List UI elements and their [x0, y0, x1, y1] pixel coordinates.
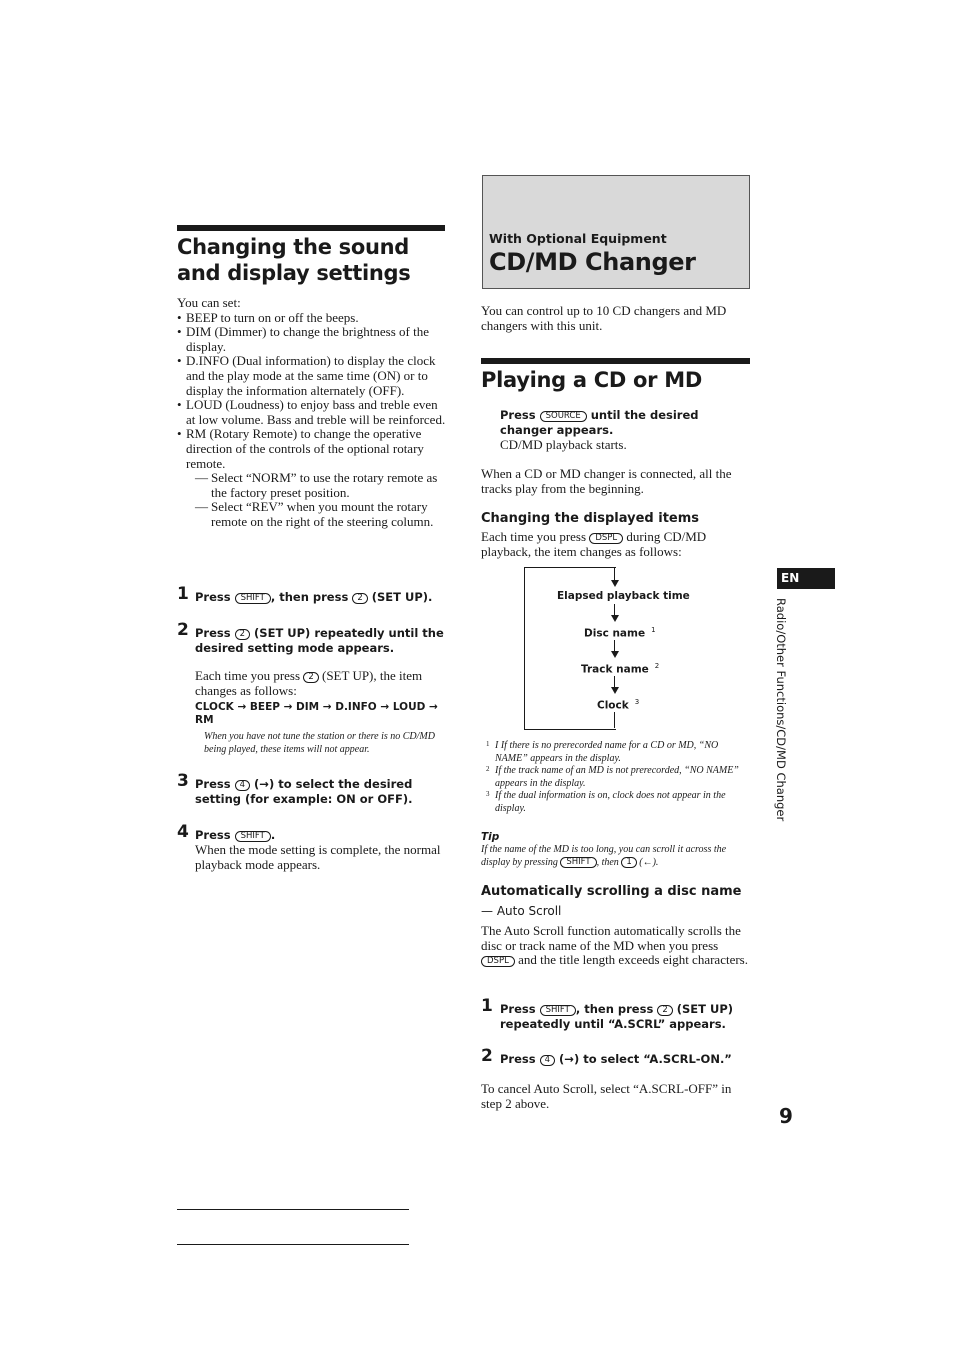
- list-item: • D.INFO (Dual information) to display the clock and the play mode at the same time (ON) or to display the information alternately (OFF).: [177, 354, 447, 398]
- section-rule: [481, 358, 750, 364]
- play-step-text: Press SOURCE until the desired changer appears.: [500, 408, 699, 437]
- number-2-key: 2: [235, 629, 250, 640]
- shift-key: SHIFT: [560, 857, 596, 868]
- subsection-heading: Changing the displayed items: [481, 511, 700, 526]
- cancel-note: To cancel Auto Scroll, select “A.SCRL-OFF” in step 2 above.: [481, 1081, 732, 1111]
- number-4-key: 4: [235, 780, 250, 791]
- list-item: • LOUD (Loudness) to enjoy bass and treble even at low volume. Bass and treble will be reinforced.: [177, 398, 447, 427]
- footnote: 2 If the track name of an MD is not prerecorded, “NO NAME” appears in the display.: [486, 765, 739, 789]
- changing-text: Each time you press DSPL during CD/MD playback, the item changes as follows:: [481, 529, 707, 559]
- number-2-key: 2: [657, 1005, 672, 1016]
- number-1-key: 1: [621, 857, 636, 868]
- list-item: • RM (Rotary Remote) to change the operative direction of the controls of the optional rotary remote.: [177, 427, 447, 471]
- diagram-item: Disc name $^1$: [584, 626, 656, 640]
- source-key: SOURCE: [540, 411, 587, 422]
- shift-key: SHIFT: [540, 1005, 576, 1016]
- diagram-item: Clock $^3$: [597, 698, 640, 712]
- chapter-subtitle: With Optional Equipment: [489, 231, 667, 246]
- number-2-key: 2: [352, 593, 367, 604]
- step-number: 2: [481, 1046, 493, 1066]
- step-number: 1: [481, 996, 493, 1016]
- setting-sequence: CLOCK → BEEP → DIM → D.INFO → LOUD → RM: [195, 701, 438, 726]
- chapter-intro: You can control up to 10 CD changers and MD changers with this unit.: [481, 303, 727, 333]
- rm-sub-item: — Select “REV” when you mount the rotary remote on the right of the steering column.: [195, 500, 447, 529]
- setting-note: When you have not tune the station or there is no CD/MD being played, these items will not appear.: [204, 731, 435, 755]
- list-item: • DIM (Dimmer) to change the brightness of the display.: [177, 325, 447, 354]
- diagram-item: Track name $^2$: [581, 662, 660, 676]
- step-2-text: Press 2 (SET UP) repeatedly until the desired setting mode appears.: [195, 626, 444, 655]
- tip-label: Tip: [481, 831, 500, 843]
- section-title: Changing the sound and display settings: [177, 235, 411, 285]
- tip-text: If the name of the MD is too long, you can scroll it across the display by pressing SHIFT , then 1 (←).: [481, 844, 727, 868]
- cycle-line: [614, 567, 615, 580]
- step-2-detail: Each time you press 2 (SET UP), the item changes as follows:: [195, 668, 423, 698]
- rm-sub-item: — Select “NORM” to use the rotary remote as the factory preset position.: [195, 471, 447, 500]
- section-side-label: Radio/Other Functions/CD/MD Changer: [774, 598, 788, 822]
- play-note: When a CD or MD changer is connected, all the tracks play from the beginning.: [481, 466, 732, 496]
- step-number: 3: [177, 771, 189, 791]
- shift-key: SHIFT: [235, 593, 271, 604]
- dspl-key: DSPL: [481, 956, 515, 967]
- step-1-text: Press SHIFT , then press 2 (SET UP).: [195, 590, 433, 604]
- divider-line: [177, 1209, 409, 1210]
- dspl-key: DSPL: [589, 533, 623, 544]
- subsection-heading: Automatically scrolling a disc name: [481, 884, 742, 899]
- language-tab: EN: [777, 568, 835, 589]
- section-title: Playing a CD or MD: [481, 368, 702, 392]
- cycle-line: [614, 604, 615, 615]
- step-number: 4: [177, 822, 189, 842]
- cycle-line: [614, 640, 615, 651]
- chapter-header-box: [482, 175, 750, 289]
- arrow-down-icon: [611, 651, 619, 658]
- play-step-result: CD/MD playback starts.: [500, 437, 627, 452]
- chapter-title: CD/MD Changer: [489, 248, 696, 276]
- footnote: 1 I If there is no prerecorded name for a CD or MD, “NO NAME” appears in the display.: [486, 740, 719, 764]
- number-4-key: 4: [540, 1055, 555, 1066]
- page-number: 9: [779, 1104, 793, 1128]
- auto-step-2-text: Press 4 (→) to select “A.SCRL-ON.”: [500, 1052, 732, 1066]
- divider-line: [177, 1244, 409, 1245]
- settings-intro-block: [177, 296, 447, 530]
- cycle-line: [614, 676, 615, 687]
- footnotes: [481, 740, 749, 815]
- intro-text: You can set:: [177, 295, 241, 310]
- arrow-down-icon: [611, 615, 619, 622]
- auto-step-1-text: Press SHIFT , then press 2 (SET UP) repeatedly until “A.SCRL” appears.: [500, 1002, 734, 1031]
- auto-scroll-text: The Auto Scroll function automatically scrolls the disc or track name of the MD when you press DSPL and the title length exceeds eight characters.: [481, 923, 748, 968]
- step-number: 1: [177, 584, 189, 604]
- list-item: • BEEP to turn on or off the beeps.: [177, 311, 447, 326]
- step-number: 2: [177, 620, 189, 640]
- section-rule: [177, 225, 445, 231]
- footnote: 3 If the dual information is on, clock does not appear in the display.: [486, 790, 726, 814]
- shift-key: SHIFT: [235, 831, 271, 842]
- step-4-text: Press SHIFT .: [195, 828, 276, 842]
- step-4-detail: When the mode setting is complete, the normal playback mode appears.: [195, 842, 441, 872]
- cycle-line: [614, 712, 615, 728]
- arrow-down-icon: [611, 687, 619, 694]
- settings-list: [177, 311, 447, 472]
- step-3-text: Press 4 (→) to select the desired setting (for example: ON or OFF).: [195, 777, 413, 806]
- arrow-down-icon: [611, 580, 619, 587]
- subsection-subheading: — Auto Scroll: [481, 904, 562, 918]
- number-2-key: 2: [303, 672, 318, 683]
- diagram-item: Elapsed playback time: [557, 590, 690, 602]
